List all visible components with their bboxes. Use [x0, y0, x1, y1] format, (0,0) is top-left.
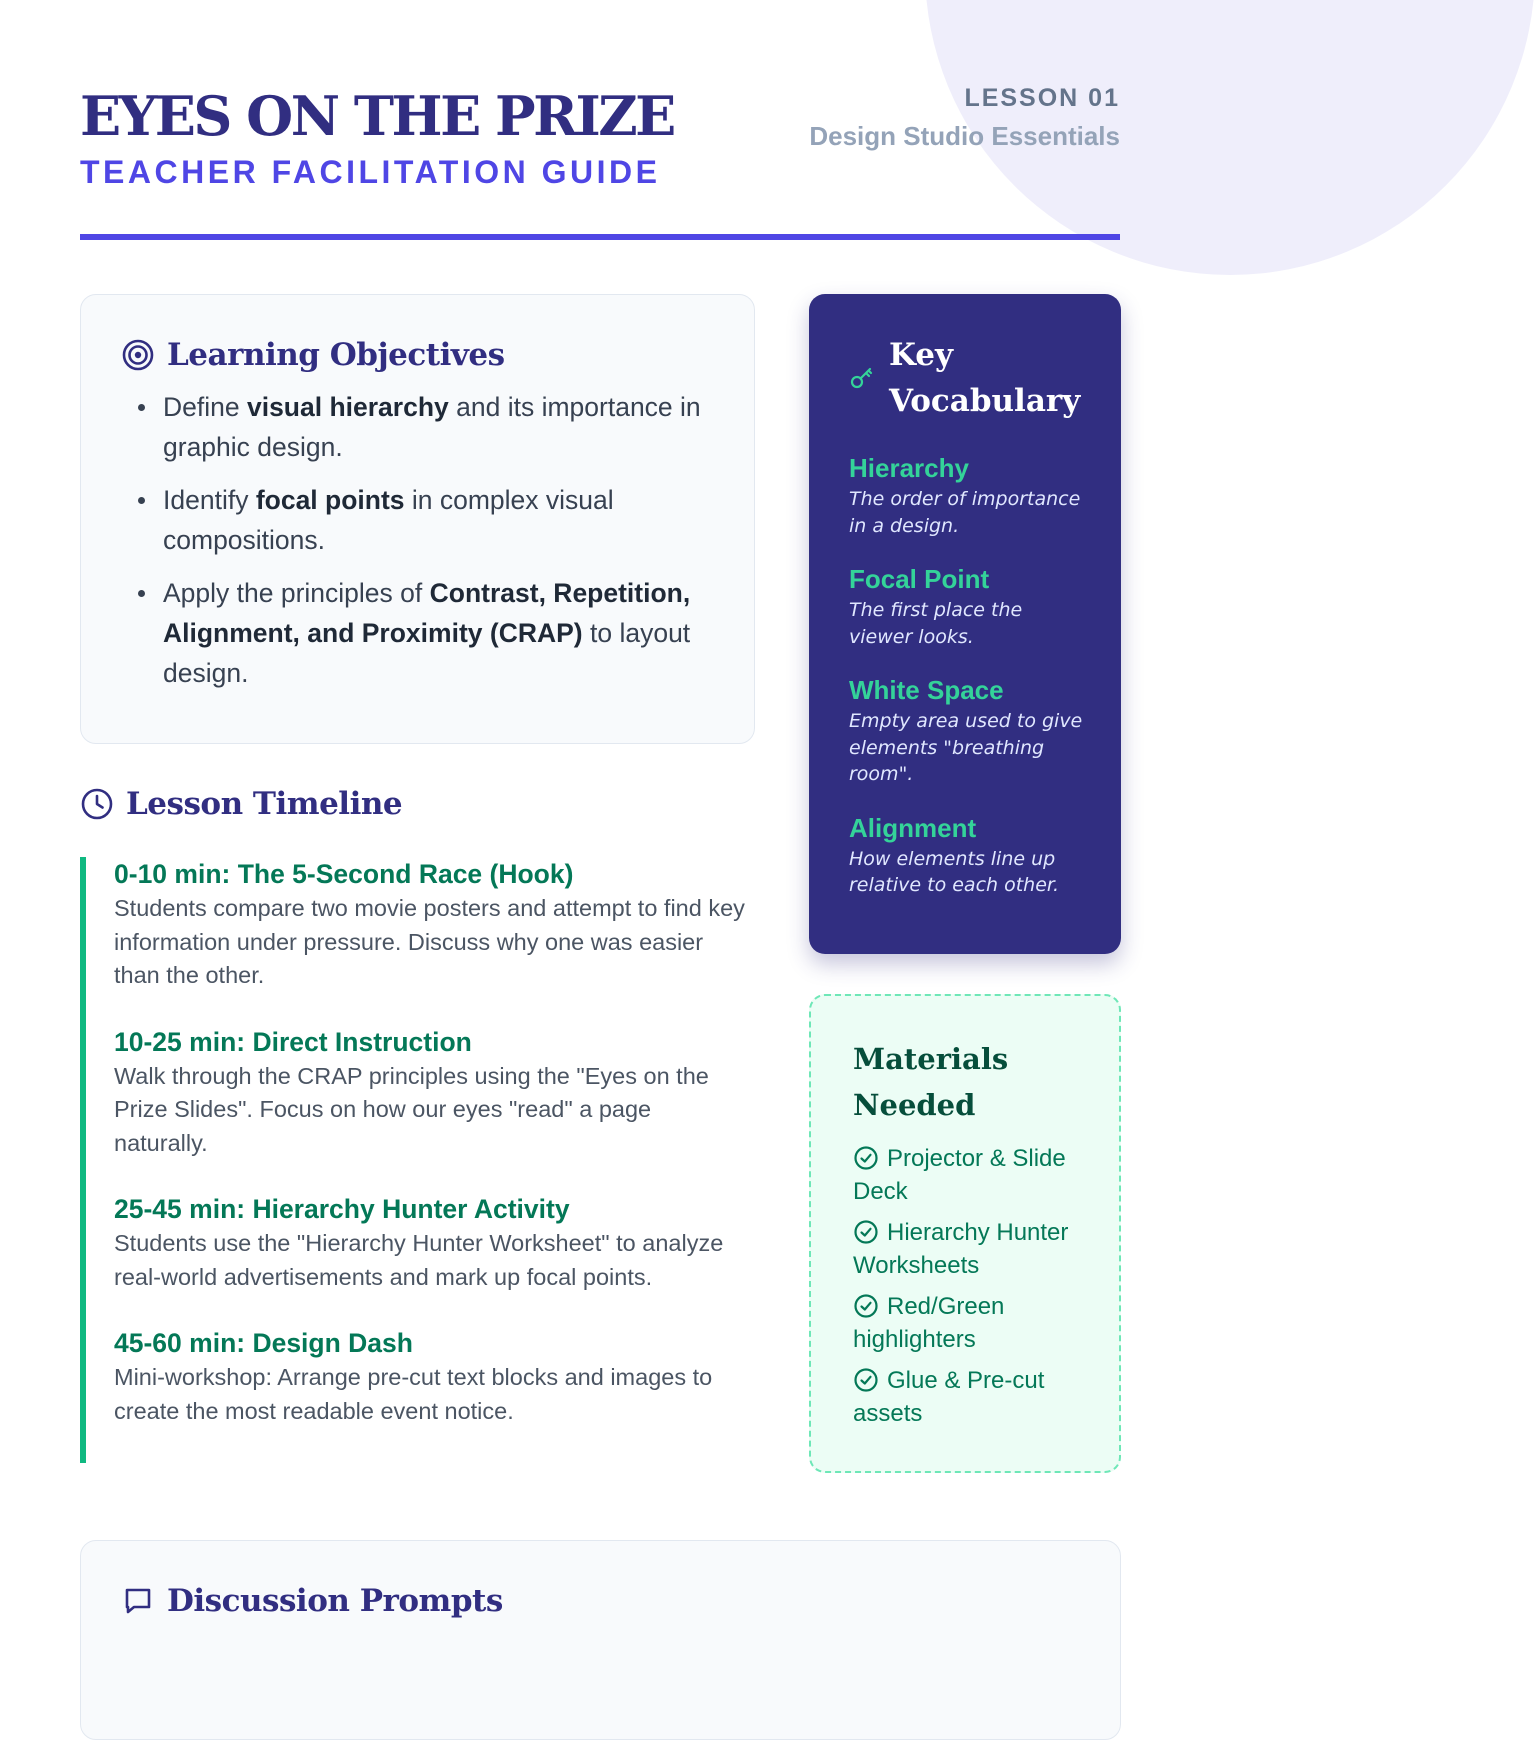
- target-icon: [121, 338, 155, 372]
- objective-text: to layout design.: [163, 618, 691, 688]
- objective-keyterm: focal points: [255, 485, 405, 515]
- vocabulary-term: Hierarchy: [849, 453, 969, 483]
- vocabulary-item: [849, 452, 1083, 539]
- materials-item: [853, 1290, 1089, 1356]
- materials-title: Materials Needed: [853, 1042, 1009, 1122]
- timeline-item-title: 45-60 min: Design Dash: [114, 1328, 413, 1358]
- discussion-title: Discussion Prompts: [167, 1583, 503, 1619]
- chat-icon: [121, 1584, 155, 1618]
- vocabulary-title: Key Vocabulary: [889, 337, 1081, 419]
- timeline-item-description: Mini-workshop: Arrange pre-cut text blocks and images to create the most readable event notice.: [114, 1364, 713, 1424]
- lesson-meta: [809, 82, 1120, 152]
- vocabulary-term: White Space: [849, 675, 1004, 705]
- objective-item: [163, 387, 714, 467]
- vocabulary-definition: Empty area used to give elements "breathing room".: [849, 710, 1083, 785]
- vocabulary-item: [849, 674, 1083, 788]
- timeline-item-description: Students use the "Hierarchy Hunter Worksheet" to analyze real-world advertisements and mark up focal points.: [114, 1230, 724, 1290]
- clock-icon: [80, 787, 114, 821]
- header-divider: [80, 234, 1120, 240]
- objectives-heading: [121, 337, 714, 373]
- vocabulary-definition: How elements line up relative to each other.: [849, 847, 1060, 896]
- objective-item: [163, 573, 714, 693]
- timeline-title: Lesson Timeline: [126, 786, 403, 822]
- materials-item-label: Projector & Slide Deck: [853, 1145, 1066, 1205]
- vocabulary-item: [849, 812, 1083, 899]
- objective-text: in complex visual compositions.: [163, 485, 614, 555]
- lesson-timeline: [80, 857, 750, 1463]
- vocabulary-item: [849, 563, 1083, 650]
- lesson-number: LESSON 01: [964, 84, 1120, 112]
- objectives-list: [121, 387, 714, 693]
- vocabulary-term: Focal Point: [849, 564, 990, 594]
- key-icon: [849, 365, 875, 391]
- materials-item-label: Glue & Pre-cut assets: [853, 1367, 1045, 1427]
- check-circle-icon: [853, 1219, 879, 1245]
- check-circle-icon: [853, 1145, 879, 1171]
- objectives-title: Learning Objectives: [167, 337, 505, 373]
- check-circle-icon: [853, 1367, 879, 1393]
- timeline-item-title: 25-45 min: Hierarchy Hunter Activity: [114, 1194, 570, 1224]
- objective-item: [163, 480, 714, 560]
- timeline-item: [114, 1326, 750, 1428]
- materials-item: [853, 1142, 1089, 1208]
- objective-keyterm: visual hierarchy: [246, 392, 449, 422]
- page-header: [80, 82, 1120, 191]
- vocabulary-definition: The first place the viewer looks.: [849, 599, 1023, 648]
- materials-card: [809, 994, 1121, 1473]
- course-name: Design Studio Essentials: [809, 121, 1120, 151]
- timeline-item-description: Students compare two movie posters and attempt to find key information under pressure. Discuss why one was easier than the other.: [114, 895, 745, 988]
- timeline-item-description: Walk through the CRAP principles using the "Eyes on the Prize Slides". Focus on how our eyes "read" a page naturally.: [114, 1062, 709, 1156]
- learning-objectives-card: [80, 294, 755, 744]
- vocabulary-list: [849, 452, 1083, 899]
- timeline-item: [114, 857, 750, 993]
- page-subtitle: TEACHER FACILITATION GUIDE: [80, 154, 661, 190]
- objective-text: Apply the principles of: [163, 578, 430, 608]
- materials-item-label: Hierarchy Hunter Worksheets: [853, 1219, 1069, 1279]
- materials-item-label: Red/Green highlighters: [853, 1293, 1005, 1353]
- key-vocabulary-card: [809, 294, 1121, 954]
- vocabulary-definition: The order of importance in a design.: [849, 488, 1081, 537]
- materials-item: [853, 1364, 1089, 1430]
- timeline-item-title: 0-10 min: The 5-Second Race (Hook): [114, 859, 574, 889]
- objective-text: and its importance in graphic design.: [163, 392, 701, 462]
- timeline-heading: [80, 786, 402, 822]
- objective-text: Identify: [163, 485, 256, 515]
- timeline-item: [114, 1192, 750, 1294]
- vocabulary-term: Alignment: [849, 812, 977, 843]
- materials-item: [853, 1216, 1089, 1282]
- discussion-prompts-card: [80, 1540, 1121, 1740]
- objective-text: Define: [163, 392, 247, 422]
- check-circle-icon: [853, 1293, 879, 1319]
- timeline-item-title: 10-25 min: Direct Instruction: [114, 1026, 472, 1057]
- timeline-item: [114, 1025, 750, 1161]
- page-title: EYES ON THE PRIZE: [80, 84, 674, 148]
- materials-list: [853, 1142, 1089, 1430]
- objective-keyterm: Contrast, Repetition, Alignment, and Proximity (CRAP): [163, 578, 691, 648]
